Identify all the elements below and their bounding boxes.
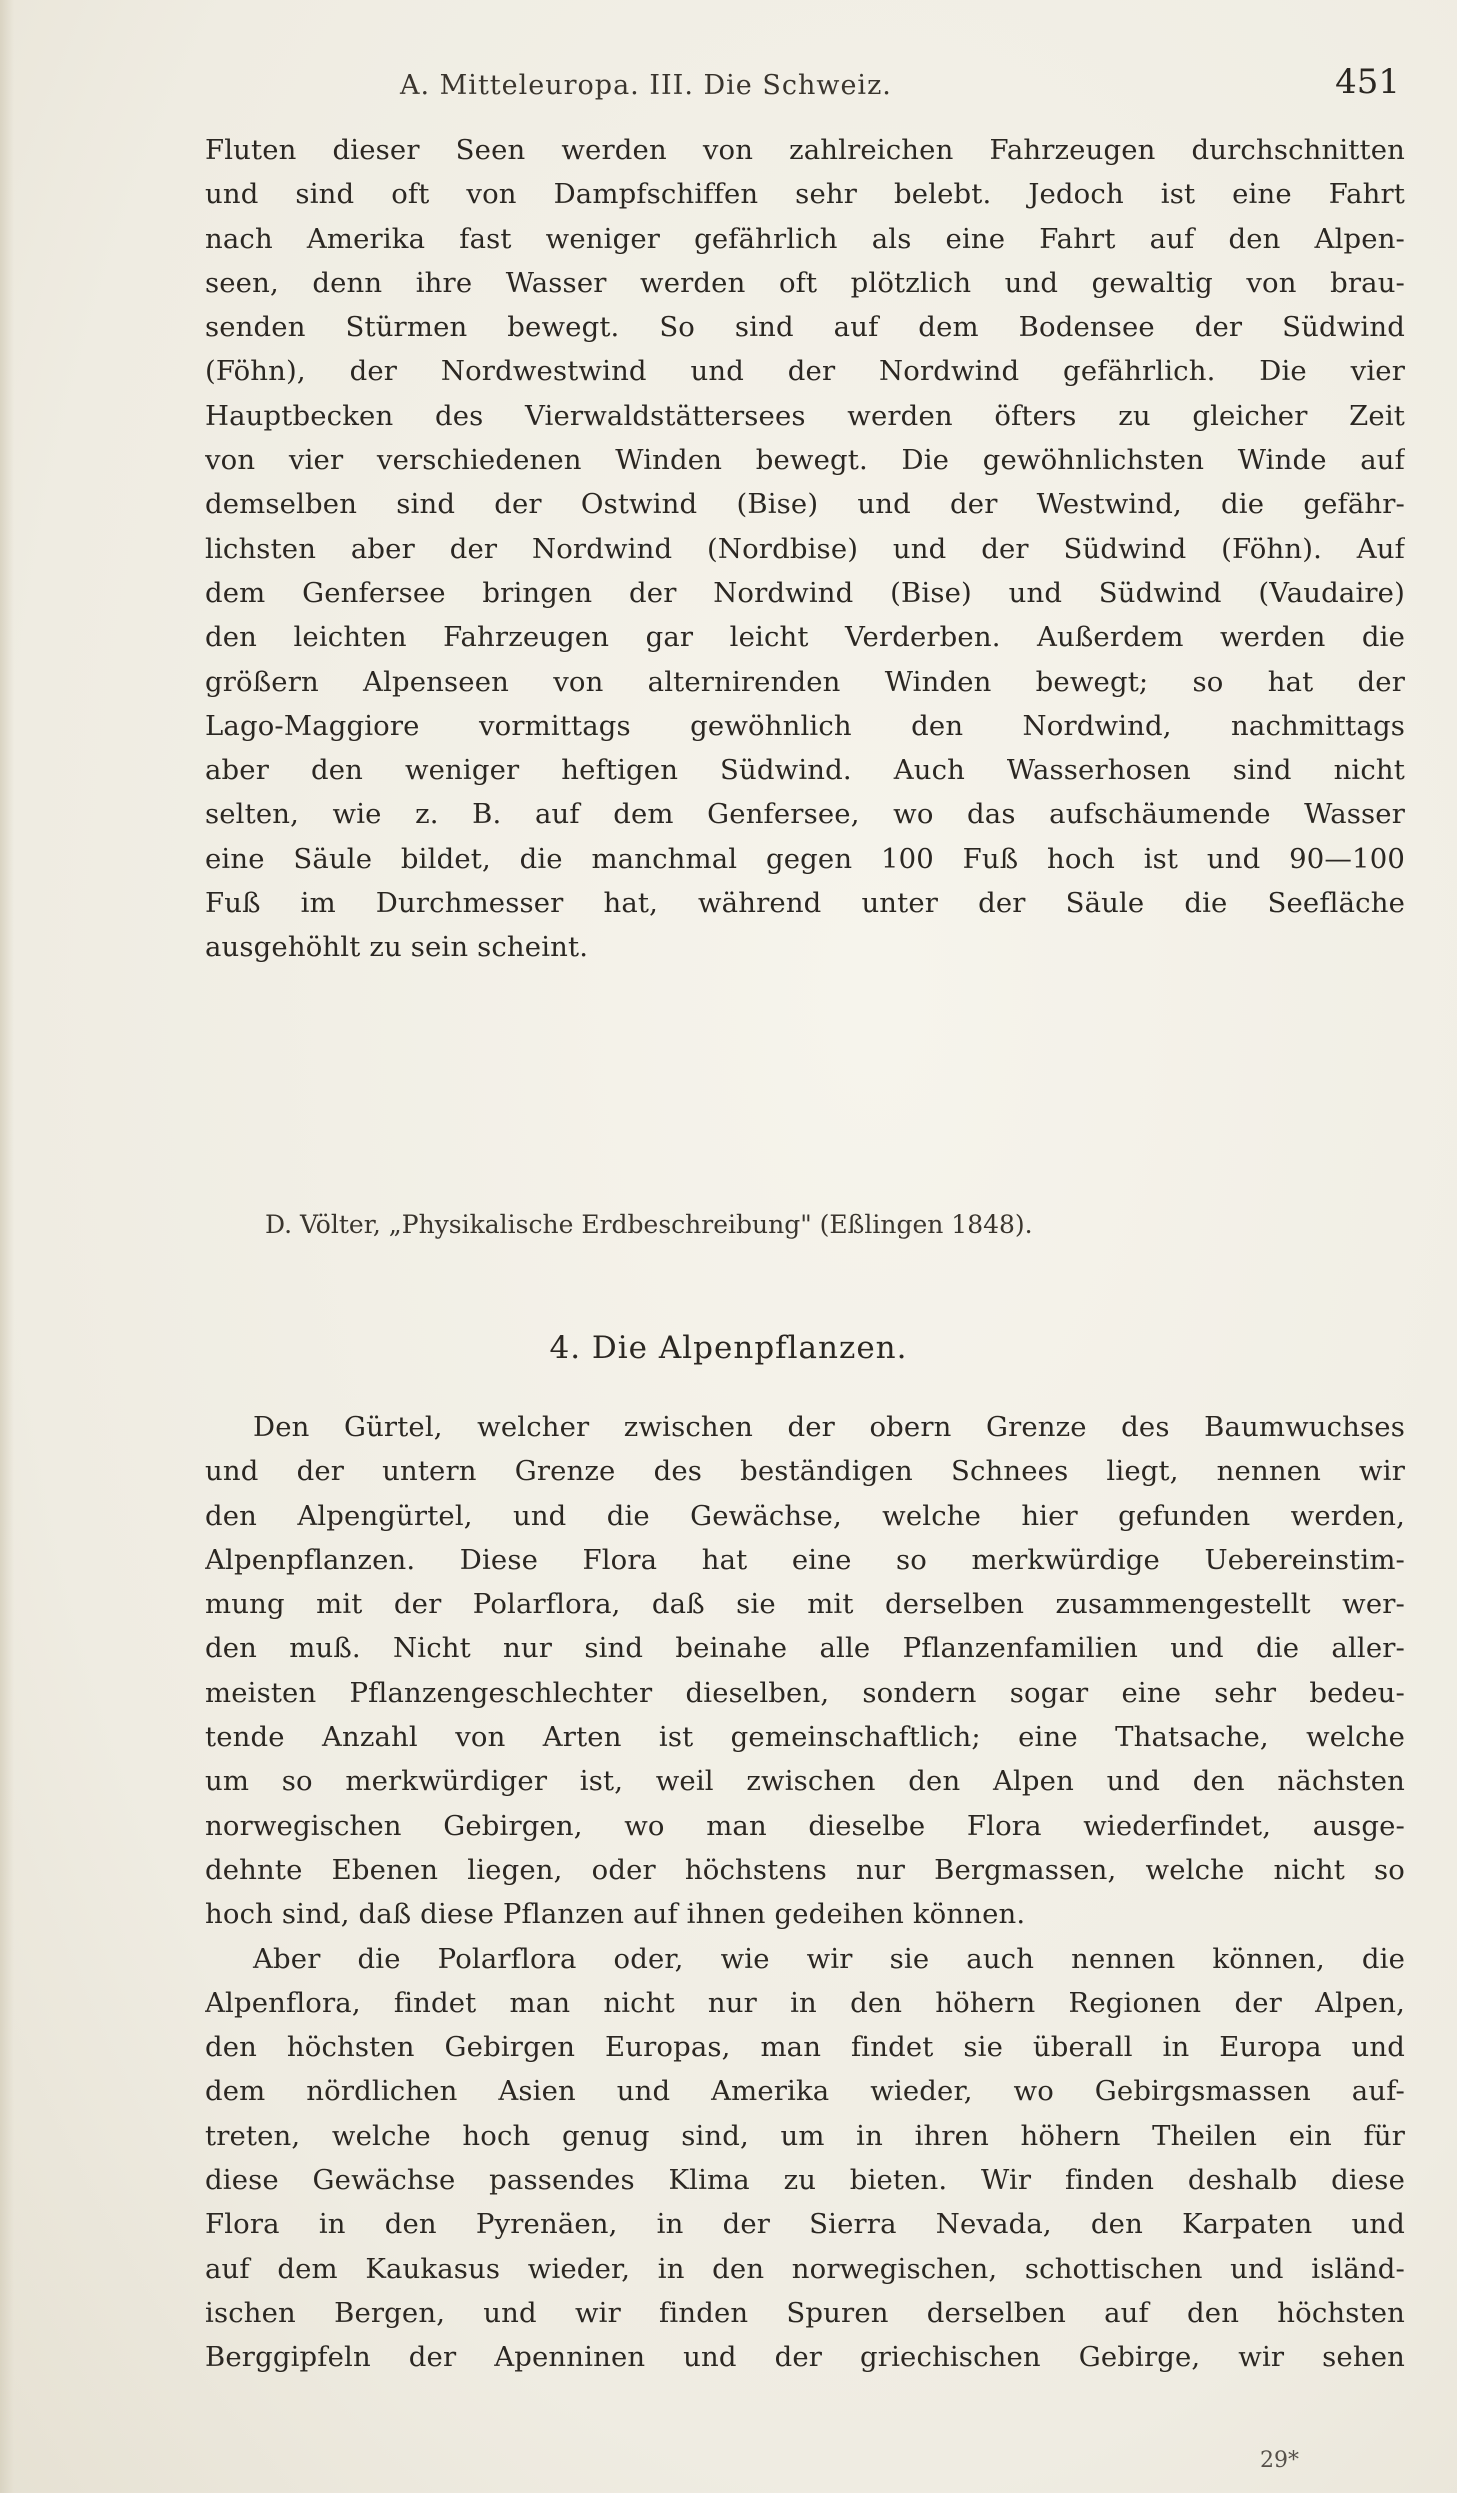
source-citation: D. Völter, „Physikalische Erdbeschreibung" (Eßlingen 1848). bbox=[265, 1210, 1033, 1239]
text-line: demselben sind der Ostwind (Bise) und der Westwind, die gefähr- bbox=[205, 488, 1405, 521]
text-line: meisten Pflanzengeschlechter dieselben, sondern sogar eine sehr bedeu- bbox=[205, 1676, 1405, 1709]
text-line: ischen Bergen, und wir finden Spuren derselben auf den höchsten bbox=[205, 2296, 1405, 2329]
text-line: dem Genfersee bringen der Nordwind (Bise) und Südwind (Vaudaire) bbox=[205, 576, 1405, 609]
text-line: den Alpengürtel, und die Gewächse, welche hier gefunden werden, bbox=[205, 1499, 1405, 1532]
text-line: seen, denn ihre Wasser werden oft plötzlich und gewaltig von brau- bbox=[205, 266, 1405, 299]
text-line: Fluten dieser Seen werden von zahlreichen Fahrzeugen durchschnitten bbox=[205, 134, 1405, 166]
text-line: dem nördlichen Asien und Amerika wieder, wo Gebirgsmassen auf- bbox=[205, 2075, 1405, 2108]
text-line: dehnte Ebenen liegen, oder höchstens nur Bergmassen, welche nicht so bbox=[205, 1853, 1405, 1886]
text-line: diese Gewächse passendes Klima zu bieten. Wir finden deshalb diese bbox=[205, 2164, 1405, 2197]
text-line: hoch sind, daß diese Pflanzen auf ihnen gedeihen können. bbox=[205, 1898, 1026, 1931]
text-line: und der untern Grenze des beständigen Schnees liegt, nennen wir bbox=[205, 1455, 1405, 1488]
text-line: nach Amerika fast weniger gefährlich als eine Fahrt auf den Alpen- bbox=[205, 222, 1405, 255]
text-line: den muß. Nicht nur sind beinahe alle Pflanzenfamilien und die aller- bbox=[205, 1632, 1405, 1665]
text-line: tende Anzahl von Arten ist gemeinschaftlich; eine Thatsache, welche bbox=[205, 1721, 1405, 1754]
text-line: selten, wie z. B. auf dem Genfersee, wo das aufschäumende Wasser bbox=[205, 798, 1405, 831]
text-line: Hauptbecken des Vierwaldstättersees werden öfters zu gleicher Zeit bbox=[205, 399, 1405, 432]
text-line: (Föhn), der Nordwestwind und der Nordwind gefährlich. Die vier bbox=[205, 355, 1405, 388]
page-header bbox=[220, 52, 1400, 112]
text-line: um so merkwürdiger ist, weil zwischen den Alpen und den nächsten bbox=[205, 1765, 1405, 1798]
text-line: mung mit der Polarflora, daß sie mit derselben zusammengestellt wer- bbox=[205, 1588, 1405, 1621]
text-line: aber den weniger heftigen Südwind. Auch Wasserhosen sind nicht bbox=[205, 754, 1405, 787]
text-line: Fuß im Durchmesser hat, während unter der Säule die Seefläche bbox=[205, 887, 1405, 920]
page-edge-shadow bbox=[0, 0, 14, 2493]
page-number: 451 bbox=[1335, 62, 1400, 102]
text-line: den höchsten Gebirgen Europas, man findet sie überall in Europa und bbox=[205, 2031, 1405, 2064]
text-line: und sind oft von Dampfschiffen sehr belebt. Jedoch ist eine Fahrt bbox=[205, 178, 1405, 211]
text-line: größern Alpenseen von alternirenden Winden bewegt; so hat der bbox=[205, 665, 1405, 698]
text-line: eine Säule bildet, die manchmal gegen 100 Fuß hoch ist und 90—100 bbox=[205, 842, 1405, 875]
text-line: senden Stürmen bewegt. So sind auf dem Bodensee der Südwind bbox=[205, 311, 1405, 344]
text-line: Berggipfeln der Apenninen und der griechischen Gebirge, wir sehen bbox=[205, 2341, 1405, 2374]
text-line: Aber die Polarflora oder, wie wir sie auch nennen können, die bbox=[253, 1942, 1405, 1975]
text-line: von vier verschiedenen Winden bewegt. Die gewöhnlichsten Winde auf bbox=[205, 444, 1405, 477]
text-line: ausgehöhlt zu sein scheint. bbox=[205, 931, 589, 964]
text-line: Alpenflora, findet man nicht nur in den höhern Regionen der Alpen, bbox=[205, 1986, 1405, 2019]
text-line: treten, welche hoch genug sind, um in ihren höhern Theilen ein für bbox=[205, 2119, 1405, 2152]
text-line: lichsten aber der Nordwind (Nordbise) und der Südwind (Föhn). Auf bbox=[205, 532, 1405, 565]
text-line: Flora in den Pyrenäen, in der Sierra Nevada, den Karpaten und bbox=[205, 2208, 1405, 2241]
text-line: den leichten Fahrzeugen gar leicht Verderben. Außerdem werden die bbox=[205, 621, 1405, 654]
paragraph-alpine-plants bbox=[205, 1405, 1405, 2380]
paragraph-lakes-winds bbox=[205, 128, 1405, 970]
printer-signature: 29* bbox=[1260, 2448, 1299, 2473]
text-line: Den Gürtel, welcher zwischen der obern Grenze des Baumwuchses bbox=[253, 1411, 1405, 1443]
text-line: Lago-Maggiore vormittags gewöhnlich den Nordwind, nachmittags bbox=[205, 709, 1405, 742]
running-head: A. Mitteleuropa. III. Die Schweiz. bbox=[400, 70, 892, 101]
text-line: auf dem Kaukasus wieder, in den norwegischen, schottischen und isländ- bbox=[205, 2252, 1405, 2285]
text-line: Alpenpflanzen. Diese Flora hat eine so merkwürdige Uebereinstim- bbox=[205, 1543, 1405, 1576]
text-line: norwegischen Gebirgen, wo man dieselbe Flora wiederfindet, ausge- bbox=[205, 1809, 1405, 1842]
section-heading: 4. Die Alpenpflanzen. bbox=[549, 1330, 908, 1366]
